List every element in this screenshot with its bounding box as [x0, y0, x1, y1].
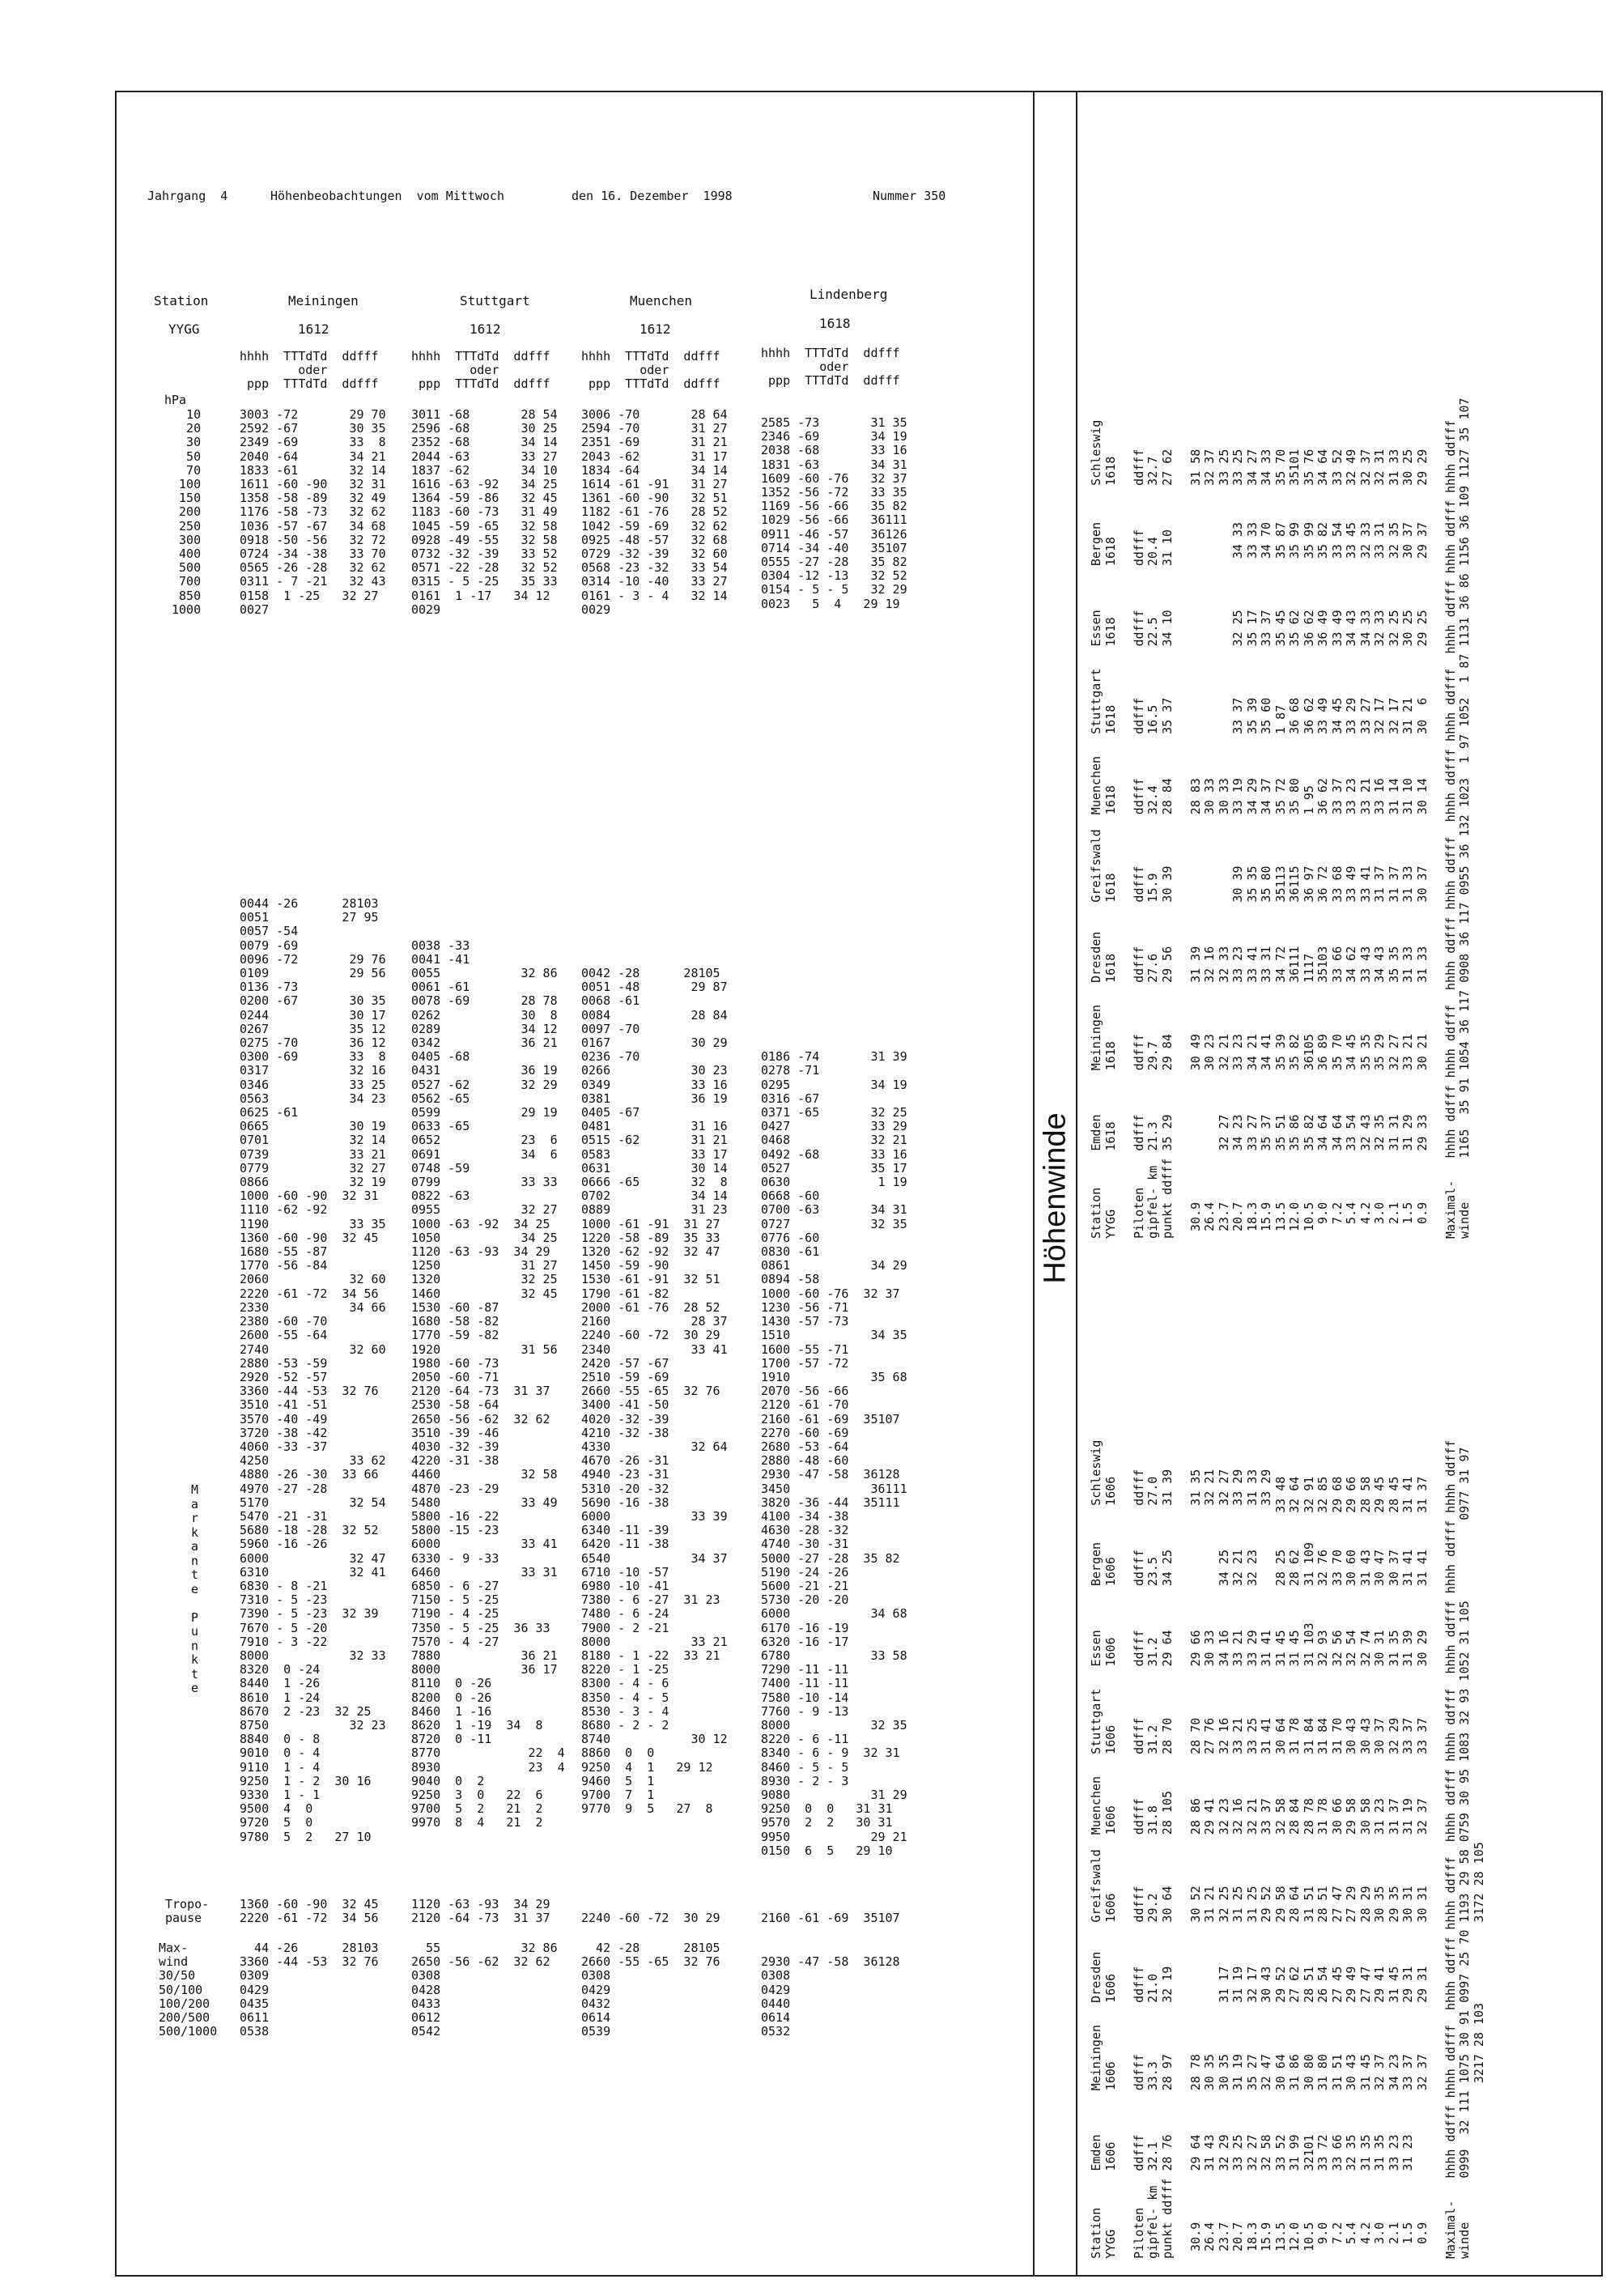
col-head-stuttgart: hhhh TTTdTd ddfff oder ppp TTTdTd ddfff [411, 349, 550, 392]
station-yygg-stuttgart: 1612 [470, 321, 501, 337]
maxwind-muenchen: 42 -28 28105 2660 -55 -65 32 76 0308 0429 0432 0614 0539 [581, 1941, 720, 2039]
winds-table-1606 [1090, 1279, 1591, 2259]
station-name-stuttgart: Stuttgart [460, 293, 530, 308]
maxwind-lindenberg: 2930 -47 -58 36128 0308 0429 0440 0614 0532 [761, 1954, 900, 2039]
mp-data-stuttgart: 0038 -33 0041 -41 0055 32 86 0061 -61 0078 -69 28 78 0262 30 8 0289 34 12 0342 36 21 0405 -68 0431 36 19 0527 -62 32 29 0562 -65 0599 29 19 0633 -65 0652 23 6 0691 34 6 0748 -59 0799 33 33 0822 -63 0955 32 27 1000 -63 -92 34 25 1050 34 25 1120 -63 -93 34 29 1250 31 27 1320 32 25 1460 32 45 1530 -60 -87 1680 -58 -82 1770 -59 -82 1920 31 56 1980 -60 -73 2050 -60 -71 2120 -64 -73 31 37 2530 -58 -64 2650 -56 -62 32 62 3510 -39 -46 4030 -32 -39 4220 -31 -38 4460 32 58 4870 -23 -29 5480 33 49 5800 -16 -22 5800 -15 -23 6000 33 41 6330 - 9 -33 6460 33 31 6850 - 6 -27 7150 - 5 -25 7190 - 4 -25 7350 - 5 -25 36 33 7570 - 4 -27 7880 36 21 8000 36 17 8110 0 -26 8200 0 -26 8460 1 -16 8620 1 -19 34 8 8720 0 -11 8770 22 4 8930 23 4 9040 0 2 9250 3 0 22 6 9700 5 2 21 2 9970 8 4 21 2 [411, 938, 565, 1830]
mp-data-meiningen: 0044 -26 28103 0051 27 95 0057 -54 0079 -69 0096 -72 29 76 0109 29 56 0136 -73 0200 -67 30 35 0244 30 17 0267 35 12 0275 -70 36 12 0300 -69 33 8 0317 32 16 0346 33 25 0563 34 23 0625 -61 0665 30 19 0701 32 14 0739 33 21 0779 32 27 0866 32 19 1000 -60 -90 32 31 1110 -62 -92 1190 33 35 1360 -60 -90 32 45 1680 -55 -87 1770 -56 -84 2060 32 60 2220 -61 -72 34 56 2330 34 66 2380 -60 -70 2600 -55 -64 2740 32 60 2880 -53 -59 2920 -52 -57 3360 -44 -53 32 76 3510 -41 -51 3570 -40 -49 3720 -38 -42 4060 -33 -37 4250 33 62 4880 -26 -30 33 66 4970 -27 -28 5170 32 54 5470 -21 -31 5680 -18 -28 32 52 5960 -16 -26 6000 32 47 6310 32 41 6830 - 8 -21 7310 - 5 -23 7390 - 5 -23 32 39 7670 - 5 -20 7910 - 3 -22 8000 32 33 8320 0 -24 8440 1 -26 8610 1 -24 8670 2 -23 32 25 8750 32 23 8840 0 - 8 9010 0 - 4 9110 1 - 4 9250 1 - 2 30 16 9330 1 - 1 9500 4 0 9720 5 0 9780 5 2 27 10 [240, 896, 386, 1844]
yygg-label: YYGG [168, 321, 200, 337]
hoehenwinde-title-text: Höhenwinde [1038, 1112, 1073, 1284]
tropopause-label: Tropo- pause [165, 1897, 210, 1926]
col-head-lindenberg: hhhh TTTdTd ddfff oder ppp TTTdTd ddfff [761, 346, 900, 389]
pressure-levels: 10 20 30 50 70 100 150 200 250 300 400 500 700 850 1000 [172, 407, 202, 617]
col-head-muenchen: hhhh TTTdTd ddfff oder ppp TTTdTd ddfff [581, 349, 720, 392]
maxwind-stuttgart: 55 32 86 2650 -56 -62 32 62 0308 0428 0433 0612 0542 [411, 1941, 558, 2039]
station-name-muenchen: Muenchen [630, 293, 693, 308]
mp-data-lindenberg: 0186 -74 31 39 0278 -71 0295 34 19 0316 -67 0371 -65 32 25 0427 33 29 0468 32 21 0492 -68 33 16 0527 35 17 0630 1 19 0668 -60 0700 -63 34 31 0727 32 35 0776 -60 0830 -61 0861 34 29 0894 -58 1000 -60 -76 32 37 1230 -56 -71 1430 -57 -73 1510 34 35 1600 -55 -71 1700 -57 -72 1910 35 68 2070 -56 -66 2120 -61 -70 2160 -61 -69 35107 2270 -60 -69 2680 -53 -64 2880 -48 -60 2930 -47 -58 36128 3450 36111 3820 -36 -44 35111 4100 -34 -38 4630 -28 -32 4740 -30 -31 5000 -27 -28 35 82 5190 -24 -26 5600 -21 -21 5730 -20 -20 6000 34 68 6170 -16 -19 6320 -16 -17 6780 33 58 7290 -11 -11 7400 -11 -11 7580 -10 -14 7760 - 9 -13 8000 32 35 8220 - 6 -11 8340 - 6 - 9 32 31 8460 - 5 - 5 8930 - 2 - 3 9080 31 29 9250 0 0 31 31 9570 2 2 30 31 9950 29 21 0150 6 5 29 10 [761, 1049, 907, 1858]
tropo-meiningen: 1360 -60 -90 32 45 2220 -61 -72 34 56 [240, 1897, 379, 1926]
station-name-meiningen: Meiningen [288, 293, 359, 308]
tropo-muenchen: 2240 -60 -72 30 29 [581, 1911, 720, 1926]
station-yygg-muenchen: 1612 [640, 321, 671, 337]
header-jahrgang: Jahrgang 4 [147, 189, 228, 203]
hpa-label: hPa [164, 393, 187, 407]
maxwind-meiningen: 44 -26 28103 3360 -44 -53 32 76 0309 0429 0435 0611 0538 [240, 1941, 379, 2039]
maxwind-label: Max- wind 30/50 50/100 100/200 200/500 500/1000 [159, 1941, 218, 2039]
hoehenwinde-title [1036, 1077, 1075, 1320]
station-yygg-meiningen: 1612 [298, 321, 329, 337]
tropo-lindenberg: 2160 -61 -69 35107 [761, 1911, 900, 1926]
winds-1618-text: Station Emden Meiningen Dresden Greifswald Muenchen Stuttgart Essen Bergen Schleswig YYGG 1618 1618 1618 1618 1618 1618 1618 1618 1618 Piloten ddfff ddfff ddfff ddfff ddfff ddfff ddfff ddfff ddfff gipfel- km 21.3 29.7 27.6 15.9 32.4 16.5 22.5 20.4 32.7 punkt ddfff 35 29 29 84 29 56 30 39 28 84 35 37 34 10 31 10 27 62 30.9 30 49 31 39 28 83 31 58 26.4 30 23 32 16 30 33 32 37 23.7 32 27 32 21 32 33 30 33 33 25 20.7 34 23 33 23 33 23 30 39 33 19 33 37 32 25 34 33 33 25 18.3 33 27 34 21 33 41 35 35 34 29 35 39 35 17 33 33 34 27 15.9 35 37 34 41 33 31 35 80 34 37 35 60 33 37 34 70 34 33 13.5 35 51 35 39 34 72 35113 35 72 1 87 35 45 35 87 35 70 12.0 35 86 35 82 36111 36115 35 80 36 68 35 62 35 99 35101 10.5 35 82 36105 1117 36 97 1 95 36 62 36 62 35 99 35 76 9.0 34 64 36 89 35103 36 72 36 62 33 49 36 49 35 82 34 64 7.2 34 64 35 70 33 66 33 68 33 37 34 45 33 49 33 54 33 52 5.4 33 54 34 45 34 62 33 49 33 23 33 29 34 43 33 45 32 49 4.2 32 43 35 35 33 43 33 41 33 21 33 27 34 33 32 33 32 37 3.0 32 35 35 29 34 43 31 37 33 16 32 17 32 33 33 31 32 31 2.1 31 31 32 27 35 35 31 37 31 14 32 17 32 25 32 35 31 33 1.5 31 29 33 21 31 33 31 33 31 10 31 21 30 25 30 37 30 25 0.9 29 33 30 21 31 33 30 37 30 14 30 6 29 25 29 37 29 29 Maximal- hhhh ddfff hhhh ddfff hhhh ddfff hhhh ddfff hhhh ddfff hhhh ddfff hhhh ddfff hhhh ddfff hhhh ddfff winde 1165 35 91 1054 36 117 0908 36 117 0955 36 132 1023 1 97 1052 1 87 1131 36 86 1156 36 109 1127 35 107 [1089, 398, 1472, 1239]
winds-1606-text: Station Emden Meiningen Dresden Greifswald Muenchen Stuttgart Essen Bergen Schleswig YYGG 1606 1606 1606 1606 1606 1606 1606 1606 1606 Piloten ddfff ddfff ddfff ddfff ddfff ddfff ddfff ddfff ddfff gipfel- km 32.1 33.3 21.0 29.2 31.8 31.2 31.2 23.5 27.0 punkt ddfff 28 76 28 97 32 19 30 64 28 105 28 70 29 64 34 25 31 39 30.9 29 64 28 78 30 52 28 86 28 70 29 66 31 35 26.4 31 43 30 35 31 21 29 41 27 76 30 33 32 21 23.7 32 29 30 35 31 17 32 25 32 23 32 16 34 16 34 25 32 27 20.7 33 25 31 19 31 19 31 25 32 16 33 21 33 21 32 21 33 29 18.3 32 27 35 27 32 17 31 25 32 21 33 25 33 29 32 23 31 33 15.9 32 58 32 47 30 43 29 52 33 37 31 41 31 41 33 29 13.5 33 52 30 64 29 52 29 58 32 58 30 64 31 45 28 25 33 48 12.0 31 99 31 86 27 62 28 64 28 84 31 78 31 45 28 62 32 64 10.5 32101 30 80 28 51 31 51 28 78 31 84 31 103 31 109 32 91 9.0 33 72 31 80 26 54 28 51 31 78 31 84 32 93 32 76 32 85 7.2 33 66 31 51 27 45 27 47 30 66 31 70 32 56 33 70 29 68 5.4 32 35 30 43 29 49 27 29 29 58 30 43 32 54 30 60 29 66 4.2 31 35 31 45 27 47 28 29 30 58 30 43 32 74 31 43 28 58 3.0 31 35 32 37 29 41 30 35 31 23 30 37 30 31 30 47 29 45 2.1 33 23 34 23 31 45 29 35 31 37 32 29 31 35 30 37 28 45 1.5 31 23 33 37 29 31 30 31 31 19 33 37 31 39 31 41 31 41 0.9 32 37 29 31 30 31 32 37 33 37 30 29 31 41 31 37 Maximal- hhhh ddfff hhhh ddfff hhhh ddfff hhhh ddfff hhhh ddfff hhhh ddfff hhhh ddfff hhhh ddfff hhhh ddfff winde 0999 32 111 1075 30 91 0997 25 70 1193 29 58 0759 30 95 1083 32 93 1052 31 105 0977 31 97 3217 28 103 3172 28 105 [1089, 1439, 1486, 2259]
tropo-stuttgart: 1120 -63 -93 34 29 2120 -64 -73 31 37 [411, 1897, 550, 1926]
station-yygg-lindenberg: 1618 [819, 316, 851, 331]
col-head-meiningen: hhhh TTTdTd ddfff oder ppp TTTdTd ddfff [240, 349, 379, 392]
markante-punkte-label: M a r k a n t e P u n k t e [191, 1482, 199, 1695]
std-data-stuttgart: 3011 -68 28 54 2596 -68 30 25 2352 -68 34 14 2044 -63 33 27 1837 -62 34 10 1616 -63 -92 34 25 1364 -59 -86 32 45 1183 -60 -73 31 49 1045 -59 -65 32 58 0928 -49 -55 32 58 0732 -32 -39 33 52 0571 -22 -28 32 52 0315 - 5 -25 35 33 0161 1 -17 34 12 0029 [411, 407, 558, 617]
header-date: den 16. Dezember 1998 [572, 189, 733, 203]
header-title: Höhenbeobachtungen vom Mittwoch [270, 189, 504, 203]
std-data-lindenberg: 2585 -73 31 35 2346 -69 34 19 2038 -68 33 16 1831 -63 34 31 1609 -60 -76 32 37 1352 -56 -72 33 35 1169 -56 -66 35 82 1029 -56 -66 36111 0911 -46 -57 36126 0714 -34 -40 35107 0555 -27 -28 35 82 0304 -12 -13 32 52 0154 - 5 - 5 32 29 0023 5 4 29 19 [761, 415, 907, 611]
mp-data-muenchen: 0042 -28 28105 0051 -48 29 87 0068 -61 0084 28 84 0097 -70 0167 30 29 0236 -70 0266 30 23 0349 33 16 0381 36 19 0405 -67 0481 31 16 0515 -62 31 21 0583 33 17 0631 30 14 0666 -65 32 8 0702 34 14 0889 31 23 1000 -61 -91 31 27 1220 -58 -89 35 33 1320 -62 -92 32 47 1450 -59 -90 1530 -61 -91 32 51 1790 -61 -82 2000 -61 -76 28 52 2160 28 37 2240 -60 -72 30 29 2340 33 41 2420 -57 -67 2510 -59 -69 2660 -55 -65 32 76 3400 -41 -50 4020 -32 -39 4210 -32 -38 4330 32 64 4670 -26 -31 4940 -23 -31 5310 -20 -32 5690 -16 -38 6000 33 39 6340 -11 -39 6420 -11 -38 6540 34 37 6710 -10 -57 6980 -10 -41 7380 - 6 -27 31 23 7480 - 6 -24 7900 - 2 -21 8000 33 21 8180 - 1 -22 33 21 8220 - 1 -25 8300 - 4 - 6 8350 - 4 - 5 8530 - 3 - 4 8680 - 2 - 2 8740 30 12 8860 0 0 9250 4 1 29 12 9460 5 1 9700 7 1 9770 9 5 27 8 [581, 966, 728, 1817]
std-data-muenchen: 3006 -70 28 64 2594 -70 31 27 2351 -69 31 21 2043 -62 31 17 1834 -64 34 14 1614 -61 -91 31 27 1361 -60 -90 32 51 1182 -61 -76 28 52 1042 -59 -69 32 62 0925 -48 -57 32 68 0729 -32 -39 32 60 0568 -23 -32 33 54 0314 -10 -40 33 27 0161 - 3 - 4 32 14 0029 [581, 407, 728, 617]
std-data-meiningen: 3003 -72 29 70 2592 -67 30 35 2349 -69 33 8 2040 -64 34 21 1833 -61 32 14 1611 -60 -90 32 31 1358 -58 -89 32 49 1176 -58 -73 32 62 1036 -57 -67 34 68 0918 -50 -56 32 72 0724 -34 -38 33 70 0565 -26 -28 32 62 0311 - 7 -21 32 43 0158 1 -25 32 27 0027 [240, 407, 386, 617]
station-label: Station [154, 293, 209, 308]
station-name-lindenberg: Lindenberg [810, 287, 888, 302]
winds-table-1618 [1090, 243, 1591, 1239]
header-number: Nummer 350 [873, 189, 946, 203]
